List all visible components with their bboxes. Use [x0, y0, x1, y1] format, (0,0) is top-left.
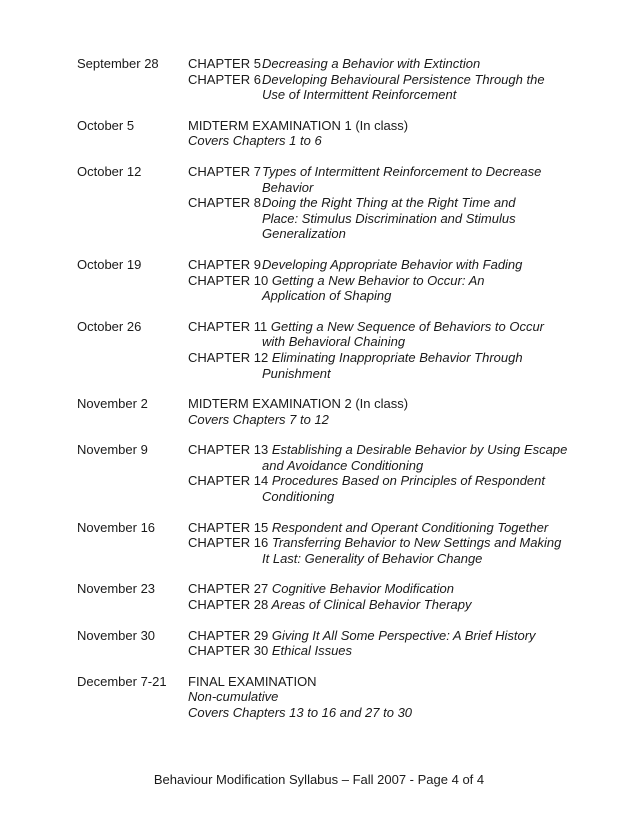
- chapter-entry: [188, 643, 577, 659]
- week-entries: [188, 164, 577, 242]
- chapter-title-line: Cognitive Behavior Modification: [271, 581, 454, 597]
- week-row: [77, 118, 577, 149]
- chapter-title-line: Procedures Based on Principles of Respondent: [271, 473, 545, 489]
- week-entries: [188, 628, 577, 659]
- chapter-title-line: Getting a New Behavior to Occur: An: [271, 272, 485, 288]
- week-date: October 19: [77, 256, 142, 272]
- chapter-entry: [188, 319, 577, 350]
- chapter-entry: [188, 473, 577, 504]
- week-row: [77, 56, 577, 103]
- exam-note: Covers Chapters 7 to 12: [188, 411, 329, 427]
- chapter-entry: [188, 442, 577, 473]
- exam-heading: MIDTERM EXAMINATION 2 (In class): [188, 396, 409, 412]
- chapter-label: CHAPTER 14: [188, 473, 269, 489]
- week-entries: [188, 118, 577, 149]
- chapter-label: CHAPTER 12: [188, 349, 269, 365]
- week-entries: [188, 319, 577, 381]
- chapter-title-line: Establishing a Desirable Behavior by Using Escape: [271, 442, 568, 458]
- chapter-title-line: Areas of Clinical Behavior Therapy: [271, 597, 472, 613]
- week-row: [77, 396, 577, 427]
- chapter-title-line: Types of Intermittent Reinforcement to Decrease: [262, 163, 542, 179]
- week-date: December 7-21: [77, 673, 167, 689]
- chapter-entry: [188, 164, 577, 195]
- chapter-title: [188, 581, 454, 597]
- chapter-label: CHAPTER 30: [188, 643, 269, 659]
- chapter-title-line: Conditioning: [262, 489, 335, 505]
- chapter-title-line: Doing the Right Thing at the Right Time and: [262, 195, 516, 211]
- chapter-entry: [188, 195, 577, 242]
- week-entries: [188, 56, 577, 103]
- chapter-title: [262, 195, 577, 242]
- chapter-title: [188, 520, 548, 536]
- chapter-title-line: Ethical Issues: [271, 643, 353, 659]
- week-date: November 16: [77, 519, 156, 535]
- chapter-label: CHAPTER 9: [188, 256, 261, 272]
- week-row: [77, 520, 577, 567]
- chapter-title-line: Developing Behavioural Persistence Through the: [262, 71, 545, 87]
- week-date: September 28: [77, 56, 159, 71]
- chapter-entry: [188, 628, 577, 644]
- chapter-label: CHAPTER 6: [188, 71, 261, 87]
- week-entries: [188, 581, 577, 612]
- chapter-title-line: Eliminating Inappropriate Behavior Through: [271, 349, 523, 365]
- chapter-label: CHAPTER 13: [188, 442, 269, 458]
- week-date: November 2: [77, 396, 148, 412]
- chapter-title-line: Respondent and Operant Conditioning Together: [271, 519, 549, 535]
- chapter-title: [188, 628, 536, 644]
- chapter-entry: [188, 273, 577, 304]
- chapter-title: [188, 350, 523, 381]
- chapter-label: CHAPTER 8: [188, 195, 261, 211]
- chapter-label: CHAPTER 11: [188, 318, 268, 334]
- week-row: [77, 164, 577, 242]
- chapter-entry: [188, 520, 577, 536]
- week-row: [77, 442, 577, 504]
- chapter-label: CHAPTER 5: [188, 56, 261, 71]
- chapter-entry: [188, 581, 577, 597]
- chapter-title-line: Behavior: [262, 179, 314, 195]
- chapter-title: [262, 72, 577, 103]
- chapter-label: CHAPTER 28: [188, 597, 269, 613]
- chapter-label: CHAPTER 7: [188, 163, 261, 179]
- schedule-list: [77, 56, 577, 736]
- week-date: November 23: [77, 581, 156, 597]
- chapter-label: CHAPTER 15: [188, 519, 269, 535]
- exam-heading: FINAL EXAMINATION: [188, 673, 317, 689]
- chapter-title-line: Getting a New Sequence of Behaviors to Occur: [270, 318, 545, 334]
- week-entries: [188, 674, 577, 721]
- chapter-title-line: and Avoidance Conditioning: [262, 457, 424, 473]
- chapter-entry: [188, 535, 577, 566]
- week-entries: [188, 257, 577, 304]
- week-date: November 30: [77, 627, 156, 643]
- chapter-title: [188, 535, 561, 566]
- chapter-title: [188, 442, 567, 473]
- chapter-title-line: Use of Intermittent Reinforcement: [262, 87, 457, 103]
- week-date: October 12: [77, 163, 142, 179]
- week-row: [77, 319, 577, 381]
- chapter-entry: [188, 350, 577, 381]
- chapter-label: CHAPTER 16: [188, 535, 269, 551]
- chapter-title-line: Punishment: [262, 365, 331, 381]
- exam-note: Covers Chapters 13 to 16 and 27 to 30: [188, 705, 413, 720]
- week-entries: [188, 396, 577, 427]
- chapter-label: CHAPTER 10: [188, 272, 269, 288]
- page-footer: Behaviour Modification Syllabus – Fall 2007 - Page 4 of 4: [153, 772, 485, 787]
- chapter-entry: [188, 257, 577, 273]
- chapter-title: [188, 319, 544, 350]
- chapter-title: [188, 273, 485, 304]
- chapter-title: Decreasing a Behavior with Extinction: [262, 56, 481, 71]
- chapter-title-line: Place: Stimulus Discrimination and Stimulus: [262, 210, 516, 226]
- chapter-label: CHAPTER 29: [188, 627, 269, 643]
- chapter-title-line: Transferring Behavior to New Settings and Making: [271, 535, 562, 551]
- chapter-entry: [188, 72, 577, 103]
- chapter-entry: [188, 56, 577, 72]
- week-entries: [188, 520, 577, 567]
- chapter-title: [188, 597, 472, 613]
- exam-note: Covers Chapters 1 to 6: [188, 133, 322, 149]
- exam-note: Non-cumulative: [188, 689, 279, 705]
- week-entries: [188, 442, 577, 504]
- week-row: [77, 628, 577, 659]
- chapter-title-line: with Behavioral Chaining: [262, 334, 406, 350]
- week-row: [77, 257, 577, 304]
- exam-heading: MIDTERM EXAMINATION 1 (In class): [188, 117, 409, 133]
- chapter-title: [188, 643, 352, 659]
- chapter-title-line: It Last: Generality of Behavior Change: [262, 550, 483, 566]
- chapter-title-line: Generalization: [262, 226, 346, 242]
- chapter-title: Developing Appropriate Behavior with Fading: [262, 256, 523, 272]
- week-row: [77, 674, 577, 721]
- chapter-title: [262, 164, 577, 195]
- week-row: [77, 581, 577, 612]
- chapter-label: CHAPTER 27: [188, 581, 269, 597]
- chapter-entry: [188, 597, 577, 613]
- week-date: November 9: [77, 442, 148, 458]
- chapter-title: [188, 473, 545, 504]
- chapter-title-line: Application of Shaping: [262, 288, 392, 304]
- chapter-title-line: Giving It All Some Perspective: A Brief History: [271, 627, 536, 643]
- week-date: October 5: [77, 117, 135, 133]
- week-date: October 26: [77, 318, 142, 334]
